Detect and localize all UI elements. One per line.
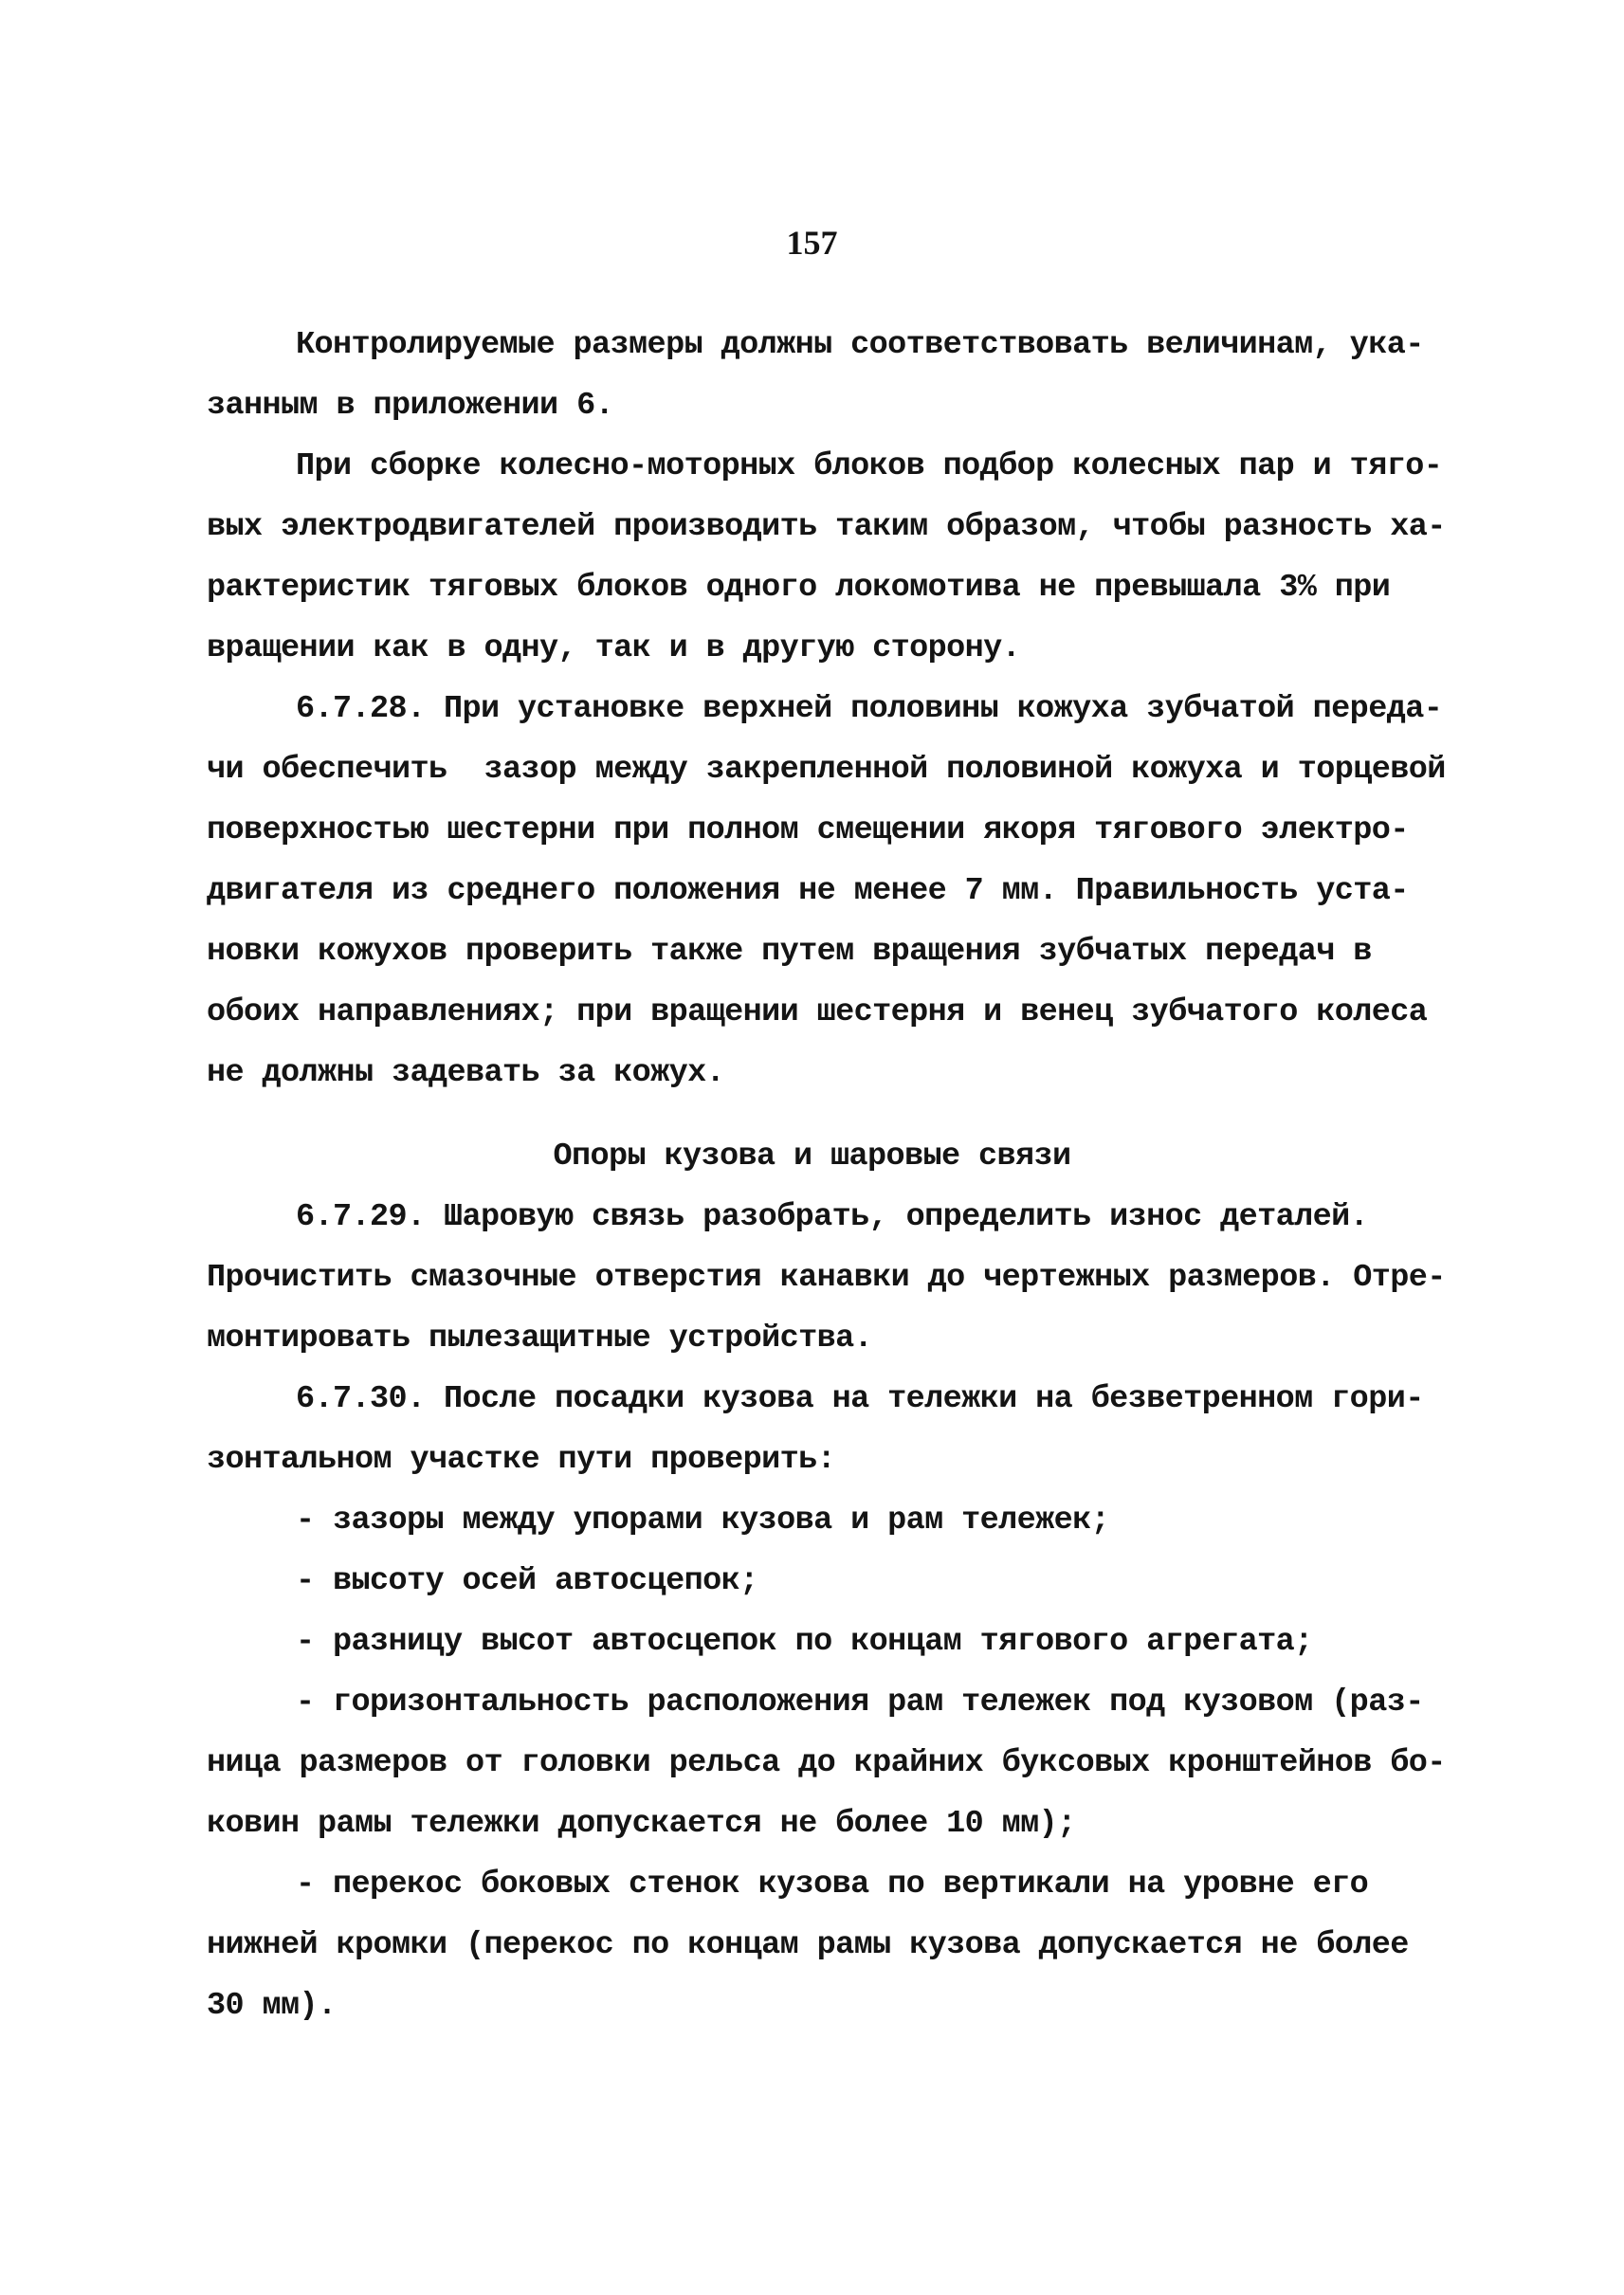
list-item: - разницу высот автосцепок по концам тягового агрегата; [296,1624,1313,1660]
paragraph-line: чи обеспечить зазор между закрепленной половиной кожуха и торцевой [207,752,1446,788]
paragraph-line: рактеристик тяговых блоков одного локомотива не превышала 3% при [207,570,1391,606]
list-item-line: ковин рамы тележки допускается не более 10 мм); [207,1806,1076,1842]
paragraph-line: обоих направлениях; при вращении шестерня и венец зубчатого колеса [207,994,1428,1030]
paragraph-line: Прочистить смазочные отверстия канавки до чертежных размеров. Отре- [207,1260,1446,1296]
paragraph-line: новки кожухов проверить также путем вращения зубчатых передач в [207,934,1372,970]
paragraph-line: 6.7.29. Шаровую связь разобрать, определить износ деталей. [296,1199,1369,1235]
paragraph-line: зонтальном участке пути проверить: [207,1442,836,1478]
paragraph-line: монтировать пылезащитные устройства. [207,1321,873,1357]
section-heading: Опоры кузова и шаровые связи [553,1138,1071,1175]
paragraph-line: занным в приложении 6. [207,388,614,424]
paragraph-line: поверхностью шестерни при полном смещении якоря тягового электро- [207,812,1409,848]
list-item: - горизонтальность расположения рам тележек под кузовом (раз- [296,1685,1424,1721]
paragraph-line: Контролируемые размеры должны соответствовать величинам, ука- [296,327,1424,363]
page-number: 157 [786,224,838,262]
list-item: - высоту осей автосцепок; [296,1563,758,1599]
paragraph-line: При сборке колесно-моторных блоков подбор колесных пар и тяго- [296,448,1443,484]
paragraph-line: 6.7.30. После посадки кузова на тележки на безветренном гори- [296,1381,1424,1417]
paragraph-line: двигателя из среднего положения не менее 7 мм. Правильность уста- [207,873,1409,909]
list-item-line: ница размеров от головки рельса до крайних буксовых кронштейнов бо- [207,1745,1446,1781]
list-item: - перекос боковых стенок кузова по вертикали на уровне его [296,1867,1369,1903]
paragraph-line: вых электродвигателей производить таким образом, чтобы разность ха- [207,509,1446,545]
paragraph-line: не должны задевать за кожух. [207,1055,725,1091]
list-item: - зазоры между упорами кузова и рам тележек; [296,1503,1110,1539]
paragraph-line: вращении как в одну, так и в другую сторону. [207,630,1021,666]
list-item-line: 30 мм). [207,1988,337,2024]
list-item-line: нижней кромки (перекос по концам рамы кузова допускается не более [207,1927,1409,1963]
paragraph-line: 6.7.28. При установке верхней половины кожуха зубчатой переда- [296,691,1443,727]
